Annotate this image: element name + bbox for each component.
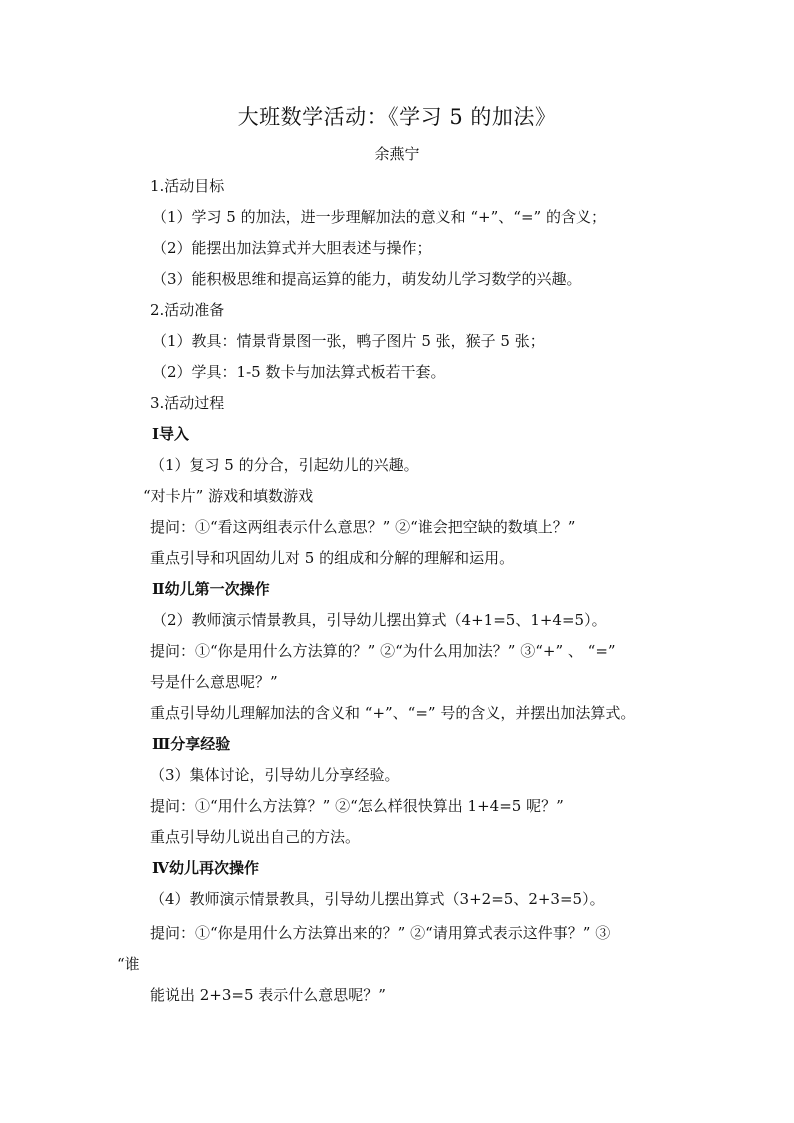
subheading-first-operation: Ⅱ幼儿第一次操作: [152, 580, 270, 598]
goal-item-3: （3）能积极思维和提高运算的能力，萌发幼儿学习数学的兴趣。: [152, 270, 582, 288]
goal-item-1: （1）学习 5 的加法，进一步理解加法的意义和 “+”、“=” 的含义；: [152, 208, 606, 226]
preparation-item-2: （2）学具：1-5 数卡与加法算式板若干套。: [152, 363, 446, 381]
paragraph-line: （1）复习 5 的分合，引起幼儿的兴趣。: [150, 456, 419, 474]
paragraph-line: 重点引导幼儿理解加法的含义和 “+”、“=” 号的含义，并摆出加法算式。: [150, 704, 636, 722]
subheading-share-experience: Ⅲ分享经验: [152, 735, 231, 753]
question-line-continued: “谁: [117, 955, 140, 973]
author-name: 余燕宁: [374, 145, 420, 163]
section-heading-goals: 1.活动目标: [150, 177, 225, 195]
paragraph-line: （4）教师演示情景教具，引导幼儿摆出算式（3+2=5、2+3=5）。: [150, 890, 605, 908]
question-line: 提问：①“你是用什么方法算出来的？” ②“请用算式表示这件事？” ③: [150, 924, 611, 942]
question-line: 提问：①“看这两组表示什么意思？” ②“谁会把空缺的数填上？”: [150, 518, 576, 536]
section-heading-preparation: 2.活动准备: [150, 301, 225, 319]
paragraph-line: 重点引导幼儿说出自己的方法。: [150, 828, 361, 846]
section-heading-process: 3.活动过程: [150, 394, 225, 412]
paragraph-line: 重点引导和巩固幼儿对 5 的组成和分解的理解和运用。: [150, 549, 515, 567]
subheading-introduction: Ⅰ导入: [152, 425, 190, 443]
document-title: 大班数学活动：《学习 5 的加法》: [237, 105, 557, 129]
question-line-continued: 号是什么意思呢？”: [150, 673, 278, 691]
paragraph-line: （2）教师演示情景教具，引导幼儿摆出算式（4+1=5、1+4=5）。: [152, 611, 607, 629]
paragraph-line: “对卡片” 游戏和填数游戏: [143, 487, 314, 505]
question-line: 提问：①“你是用什么方法算的？” ②“为什么用加法？” ③“+” 、 “=”: [150, 642, 616, 660]
question-line: 提问：①“用什么方法算？” ②“怎么样很快算出 1+4=5 呢？”: [150, 797, 564, 815]
subheading-second-operation: Ⅳ幼儿再次操作: [152, 859, 260, 877]
question-line-continued: 能说出 2+3=5 表示什么意思呢？”: [150, 986, 386, 1004]
goal-item-2: （2）能摆出加法算式并大胆表述与操作；: [152, 239, 432, 257]
paragraph-line: （3）集体讨论，引导幼儿分享经验。: [150, 766, 400, 784]
preparation-item-1: （1）教具：情景背景图一张，鸭子图片 5 张，猴子 5 张；: [152, 332, 545, 350]
